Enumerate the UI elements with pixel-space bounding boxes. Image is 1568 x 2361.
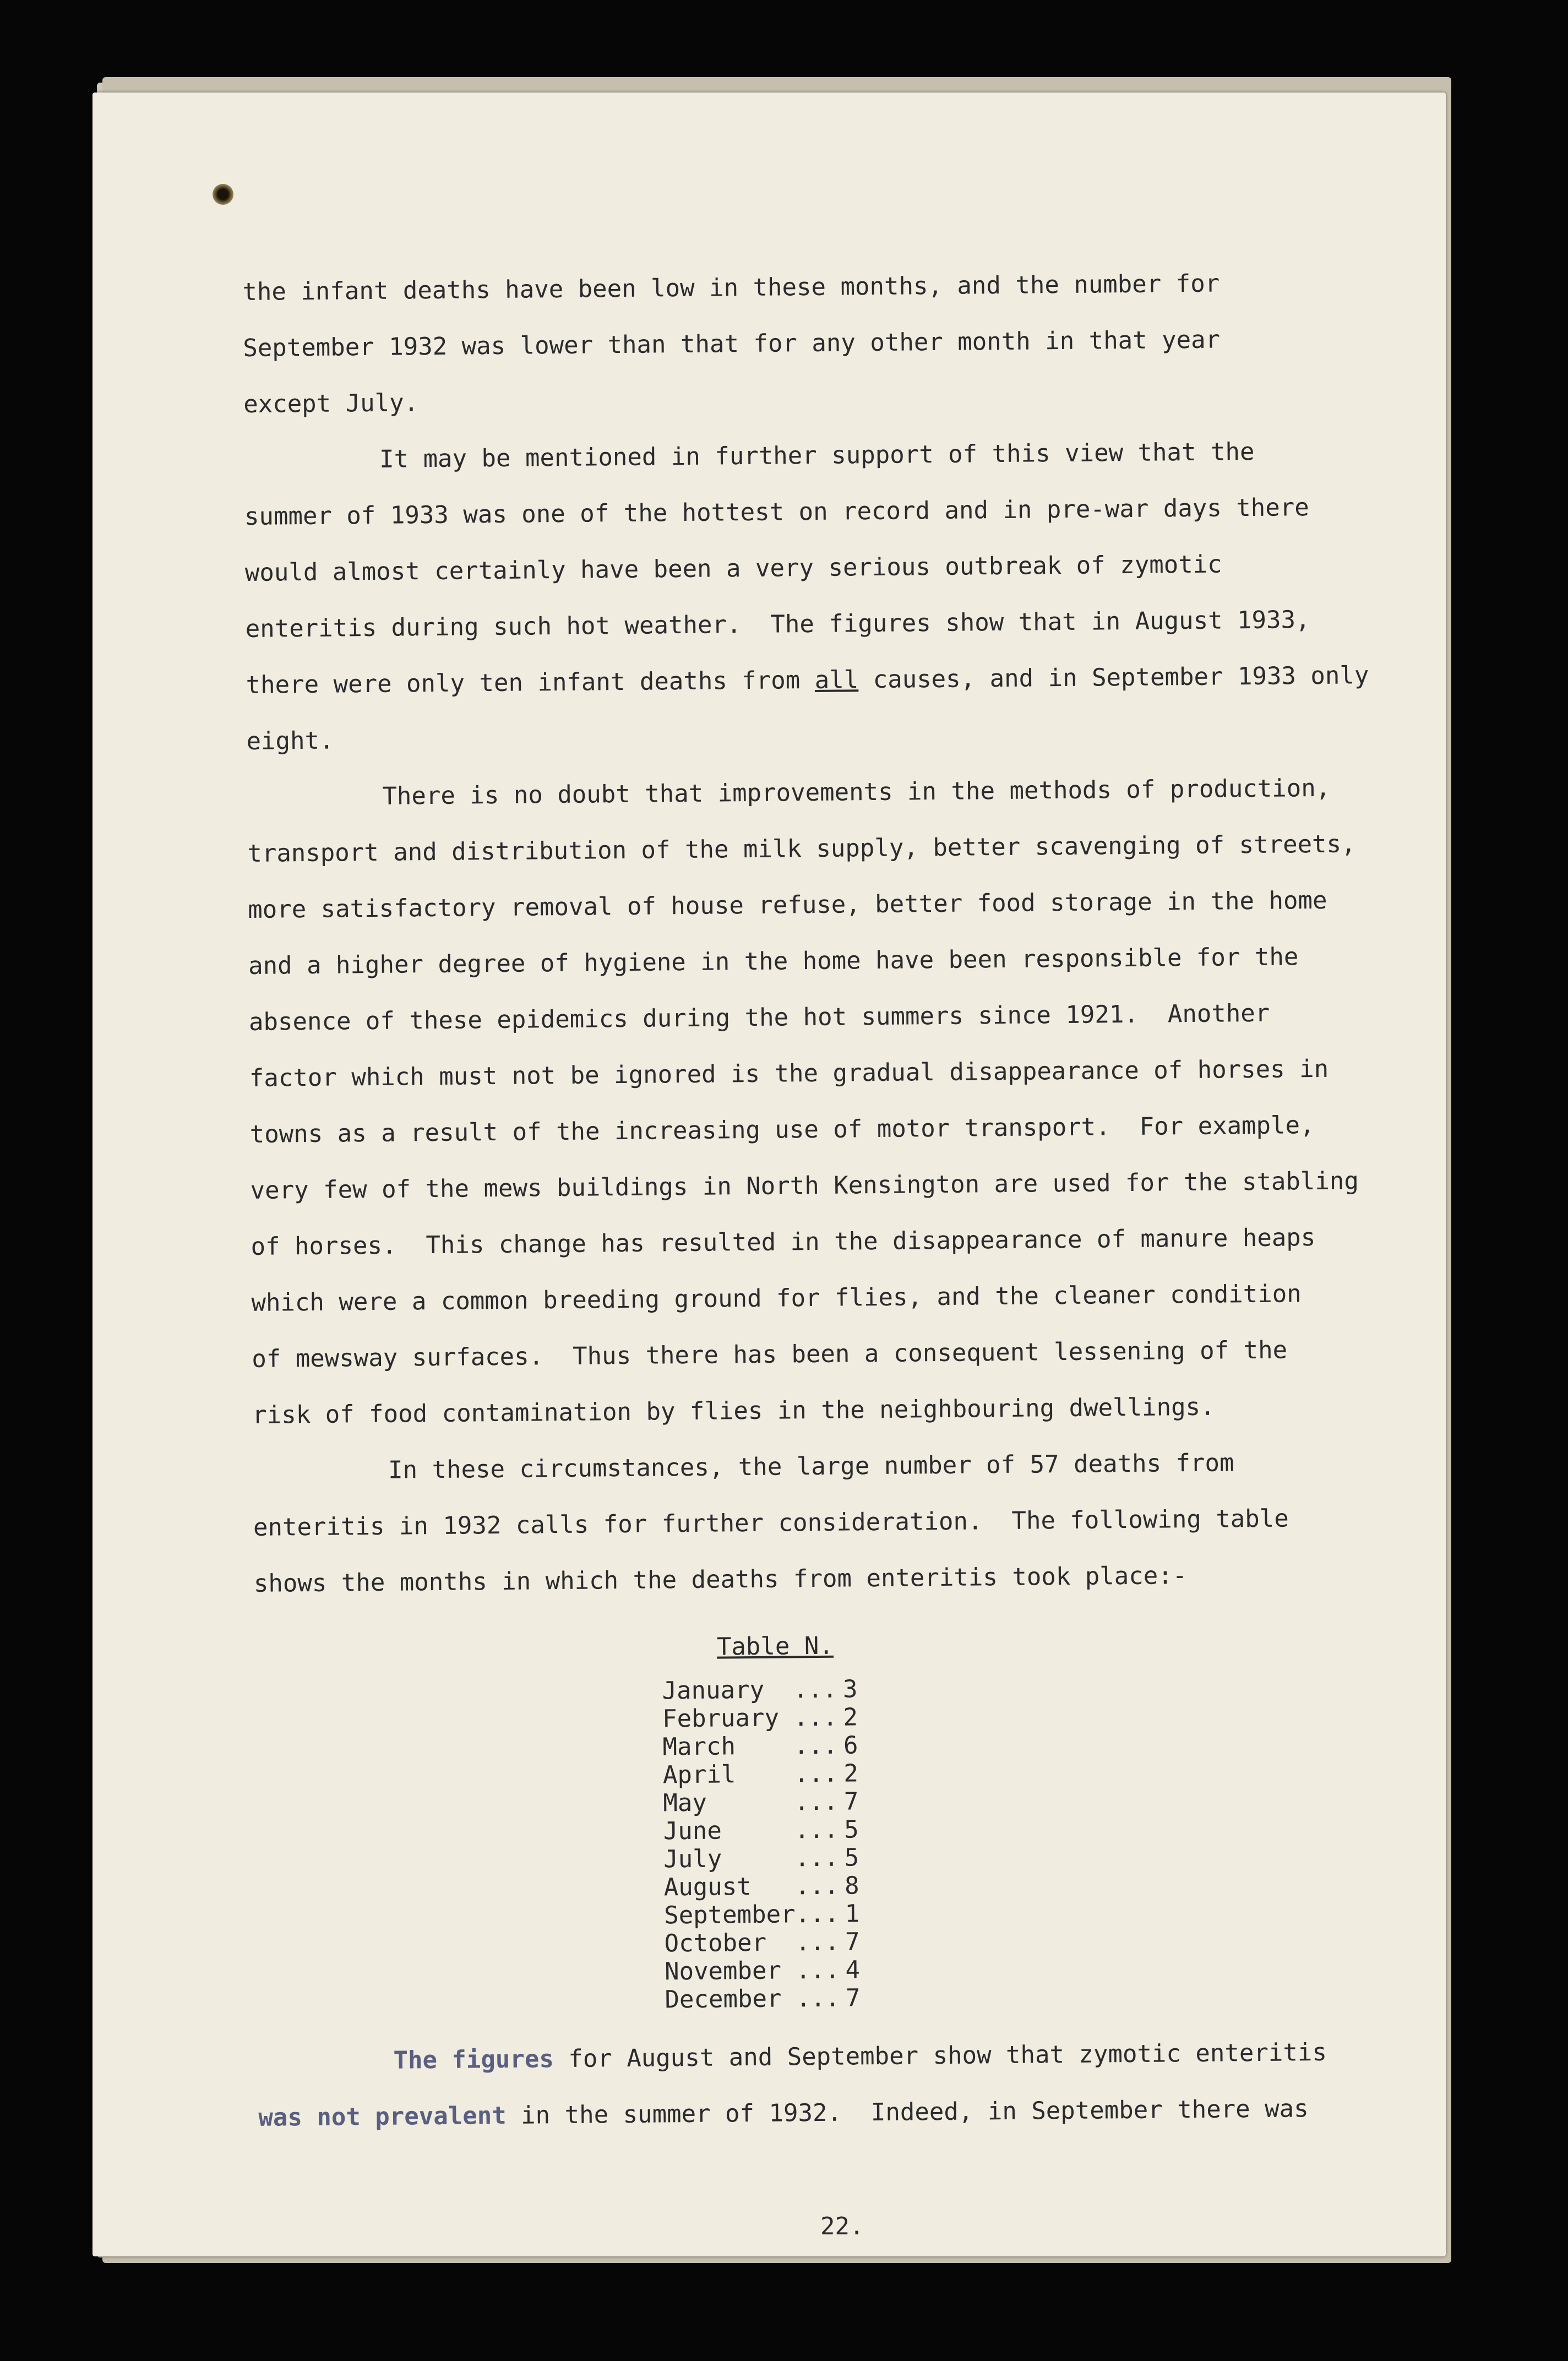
table-cell-value: 7 — [845, 1984, 861, 2012]
text-fragment: causes, and in September 1933 only — [858, 661, 1369, 694]
closing-paragraph — [258, 2024, 1382, 2146]
table-cell-value: 1 — [845, 1900, 860, 1928]
text-line: summer of 1933 was one of the hottest on record and in pre-war days there — [244, 493, 1309, 531]
table-cell-month: April — [662, 1760, 736, 1789]
text-line: September 1932 was lower than that for any other month in that year — [243, 325, 1221, 362]
page-number: 22. — [820, 2212, 864, 2240]
text-line: would almost certainly have been a very serious outbreak of zymotic — [244, 550, 1222, 587]
underlined-word: all — [814, 666, 859, 694]
table-cell-value: 5 — [844, 1815, 859, 1844]
table-cell-value: 8 — [844, 1872, 859, 1900]
punch-hole-icon — [213, 184, 233, 205]
table-cell-value: 7 — [843, 1787, 859, 1816]
table-cell-dots: ... — [793, 1731, 838, 1760]
table-row — [664, 1900, 878, 1929]
text-line: It may be mentioned in further support of this view that the — [379, 437, 1255, 474]
table-body — [662, 1675, 879, 2014]
table-cell-value: 6 — [843, 1731, 858, 1760]
text-fragment: for August and September show that zymotic enteritis — [553, 2038, 1327, 2074]
table-cell-month: January — [662, 1675, 765, 1705]
table-row — [665, 1956, 879, 1985]
table-row — [664, 1928, 878, 1957]
text-line: towns as a result of the increasing use of motor transport. For example, — [249, 1111, 1315, 1149]
text-line — [246, 648, 1369, 714]
table-cell-month: July — [663, 1845, 722, 1874]
table-cell-month: May — [663, 1788, 707, 1818]
table-cell-value: 5 — [844, 1843, 859, 1872]
table-cell-value: 4 — [845, 1956, 861, 1984]
table-cell-dots: ... — [796, 1956, 840, 1985]
table-row — [665, 1984, 879, 2014]
table-row — [663, 1815, 878, 1845]
table-cell-month: June — [663, 1816, 722, 1846]
faint-text: was not prevalent — [258, 2101, 507, 2132]
text-line: except July. — [243, 389, 419, 418]
table-cell-dots: ... — [794, 1787, 839, 1816]
text-fragment: in the summer of 1932. Indeed, in September there was — [506, 2095, 1309, 2130]
table-cell-month: March — [662, 1732, 736, 1761]
table-cell-dots: ... — [793, 1703, 838, 1732]
text-line: absence of these epidemics during the hot summers since 1921. Another — [248, 999, 1270, 1036]
text-line: of mewsway surfaces. Thus there has been a consequent lessening of the — [252, 1336, 1288, 1373]
table-cell-value: 2 — [843, 1759, 859, 1788]
table-cell-dots: ... — [794, 1759, 839, 1788]
table-cell-dots: ... — [794, 1872, 839, 1901]
table-cell-value: 2 — [843, 1703, 858, 1732]
text-line: In these circumstances, the large number of 57 deaths from — [388, 1449, 1234, 1484]
table-cell-dots: ... — [795, 1928, 840, 1957]
text-line: eight. — [246, 726, 334, 755]
table-cell-value: 7 — [845, 1928, 860, 1956]
text-line: shows the months in which the deaths from enteritis took place:- — [253, 1562, 1188, 1598]
text-line: factor which must not be ignored is the gradual disappearance of horses in — [249, 1054, 1329, 1092]
text-fragment: there were only ten infant deaths from — [246, 666, 815, 699]
table-row — [662, 1731, 876, 1761]
table-cell-month: November — [664, 1956, 782, 1986]
table-row — [663, 1843, 878, 1873]
table-cell-dots: ... — [794, 1815, 839, 1845]
text-line: risk of food contamination by flies in the neighbouring dwellings. — [252, 1392, 1215, 1429]
text-line: the infant deaths have been low in these months, and the number for — [242, 269, 1220, 306]
table-row — [663, 1759, 877, 1789]
text-line — [258, 2080, 1382, 2146]
text-line: transport and distribution of the milk supply, better scavenging of streets, — [247, 830, 1356, 868]
text-line: very few of the mews buildings in North Kensington are used for the stabling — [250, 1167, 1359, 1205]
table-cell-month: February — [662, 1704, 780, 1733]
body-text — [242, 254, 1382, 2146]
table-cell-month: October — [664, 1928, 767, 1958]
text-line: and a higher degree of hygiene in the home have been responsible for the — [248, 943, 1299, 980]
table-cell-month: August — [663, 1873, 752, 1902]
table-row — [662, 1675, 876, 1705]
text-line — [258, 2024, 1381, 2090]
text-line: enteritis during such hot weather. The figures show that in August 1933, — [245, 606, 1310, 643]
table-cell-month: September — [663, 1900, 796, 1930]
table-row — [664, 1872, 878, 1901]
faint-text: The figures — [393, 2045, 554, 2075]
table-cell-dots: ... — [794, 1843, 839, 1873]
table-cell-dots: ... — [795, 1900, 840, 1929]
table-cell-dots: ... — [793, 1675, 837, 1704]
table-cell-month: December — [665, 1984, 782, 2014]
table-row — [662, 1703, 876, 1733]
text-line: more satisfactory removal of house refuse, better food storage in the home — [248, 886, 1327, 924]
text-line: enteritis in 1932 calls for further consideration. The following table — [253, 1504, 1289, 1542]
text-line: There is no doubt that improvements in the methods of production, — [382, 774, 1331, 810]
deaths-table — [662, 1675, 879, 2014]
text-line: which were a common breeding ground for flies, and the cleaner condition — [251, 1280, 1302, 1317]
table-title: Table N. — [716, 1631, 834, 1661]
table-cell-value: 3 — [842, 1675, 858, 1704]
table-row — [663, 1787, 877, 1817]
table-cell-dots: ... — [796, 1984, 840, 2013]
text-line: of horses. This change has resulted in the disappearance of manure heaps — [251, 1223, 1316, 1261]
